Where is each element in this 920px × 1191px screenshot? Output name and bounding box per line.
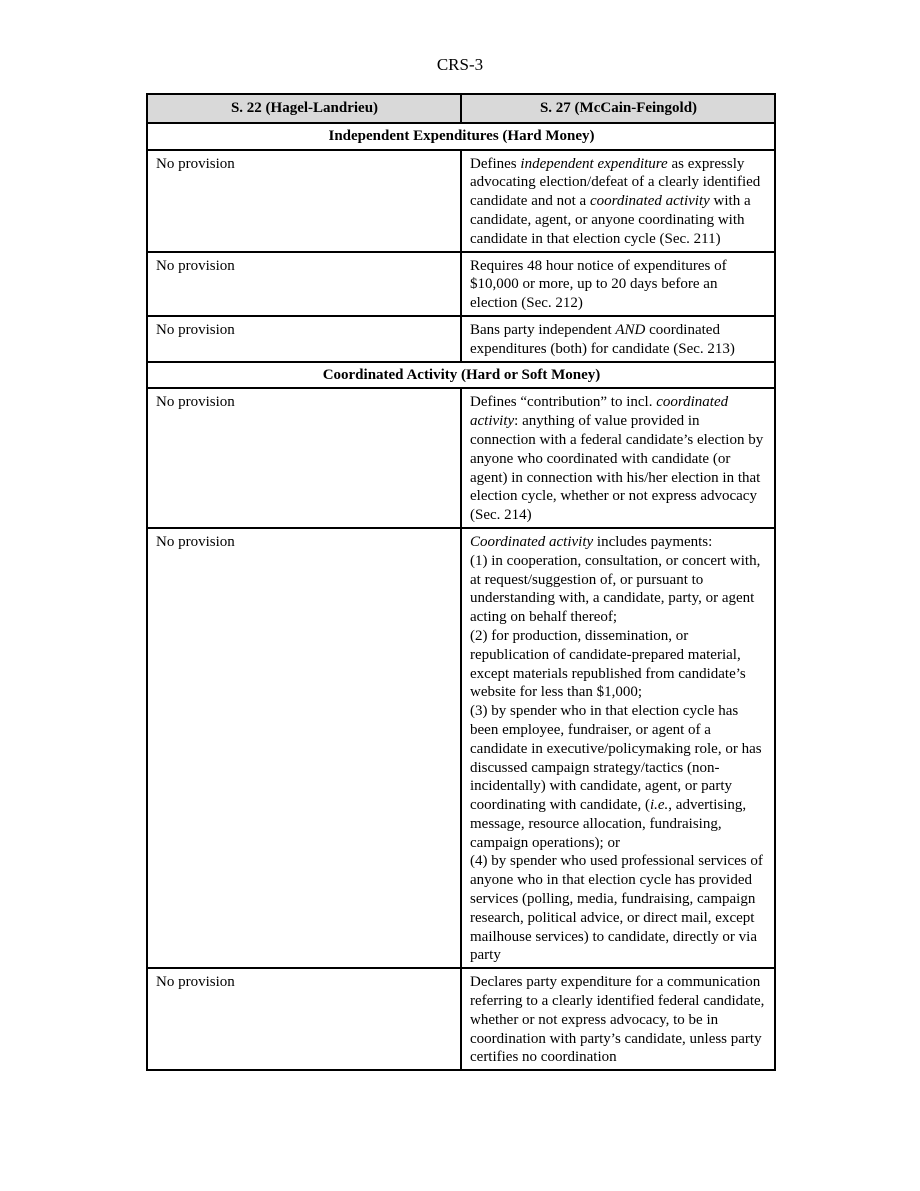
s27-provision-cell: [461, 388, 775, 528]
table-row: [147, 252, 775, 316]
comparison-table: [146, 93, 776, 1071]
table-header: [147, 94, 775, 123]
s22-provision-cell: No provision: [147, 150, 461, 252]
text-segment: (1) in cooperation, consultation, or concert with, at request/suggestion of, or pursuant to understanding with, a candidate, party, or agent acting on behalf thereof;: [470, 552, 761, 626]
italic-text-segment: AND: [615, 321, 646, 338]
section-title: Independent Expenditures (Hard Money): [147, 123, 775, 150]
table-row: [147, 150, 775, 252]
table-row: [147, 968, 775, 1070]
page-header: CRS-3: [436, 55, 484, 74]
s27-provision-cell: [461, 252, 775, 316]
table-row: [147, 528, 775, 968]
table-row: [147, 316, 775, 362]
text-segment: Requires 48 hour notice of expenditures of $10,000 or more, up to 20 days before an election (Sec. 212): [470, 257, 727, 312]
text-segment: (4) by spender who used professional services of anyone who in that election cycle has provided services (polling, media, fundraising, campaign research, political advice, or direct mail, except mailhouse services) to candidate, directly or via party: [470, 853, 763, 964]
table-body: [147, 123, 775, 1070]
text-segment: Defines: [470, 155, 521, 172]
italic-text-segment: coordinated activity: [589, 193, 710, 210]
text-segment: includes payments:: [593, 533, 713, 550]
header-row: [147, 94, 775, 123]
s27-provision-cell: [461, 968, 775, 1070]
column-header-s22: S. 22 (Hagel-Landrieu): [147, 94, 461, 123]
s22-provision-cell: No provision: [147, 252, 461, 316]
text-segment: : anything of value provided in connection with a federal candidate’s election by anyone who coordinated with candidate (or agent) in connection with his/her election in that election cycle, whether or not express advocacy (Sec. 214): [470, 413, 764, 524]
text-segment: (2) for production, dissemination, or republication of candidate-prepared material, except materials republished from candidate’s website for less than $1,000;: [470, 627, 746, 701]
section-row: [147, 362, 775, 389]
text-segment: Declares party expenditure for a communication referring to a clearly identified federal candidate, whether or not express advocacy, to be in coordination with party’s candidate, unless party certifies no coordination: [470, 974, 765, 1066]
text-segment: (3) by spender who in that election cycle has been employee, fundraiser, or agent of a candidate in executive/policymaking role, or has discussed campaign strategy/tactics (non-incidentally) with candidate, agent, or party coordinating with candidate, (: [470, 703, 762, 814]
text-segment: , advertising, message, resource allocation, fundraising, campaign operations); or: [470, 797, 747, 851]
section-title: Coordinated Activity (Hard or Soft Money): [147, 362, 775, 389]
s22-provision-cell: No provision: [147, 968, 461, 1070]
table-row: [147, 388, 775, 528]
italic-text-segment: independent expenditure: [520, 155, 668, 172]
column-header-s27: S. 27 (McCain-Feingold): [461, 94, 775, 123]
s27-provision-cell: [461, 316, 775, 362]
text-segment: as expressly advocating election/defeat of a clearly identified candidate and not a: [470, 155, 761, 210]
section-row: [147, 123, 775, 150]
s22-provision-cell: No provision: [147, 388, 461, 528]
text-segment: with a candidate, agent, or anyone coordinating with candidate in that election cycle (Sec. 211): [470, 193, 751, 247]
italic-text-segment: Coordinated activity: [470, 533, 594, 550]
s27-provision-cell: [461, 528, 775, 968]
text-segment: Defines “contribution” to incl.: [470, 394, 657, 411]
text-segment: Bans party independent: [470, 321, 616, 338]
s27-provision-cell: [461, 150, 775, 252]
text-segment: coordinated expenditures (both) for candidate (Sec. 213): [470, 321, 735, 357]
italic-text-segment: coordinated activity: [470, 394, 729, 430]
s22-provision-cell: No provision: [147, 528, 461, 968]
italic-text-segment: i.e.: [649, 797, 669, 814]
s22-provision-cell: No provision: [147, 316, 461, 362]
